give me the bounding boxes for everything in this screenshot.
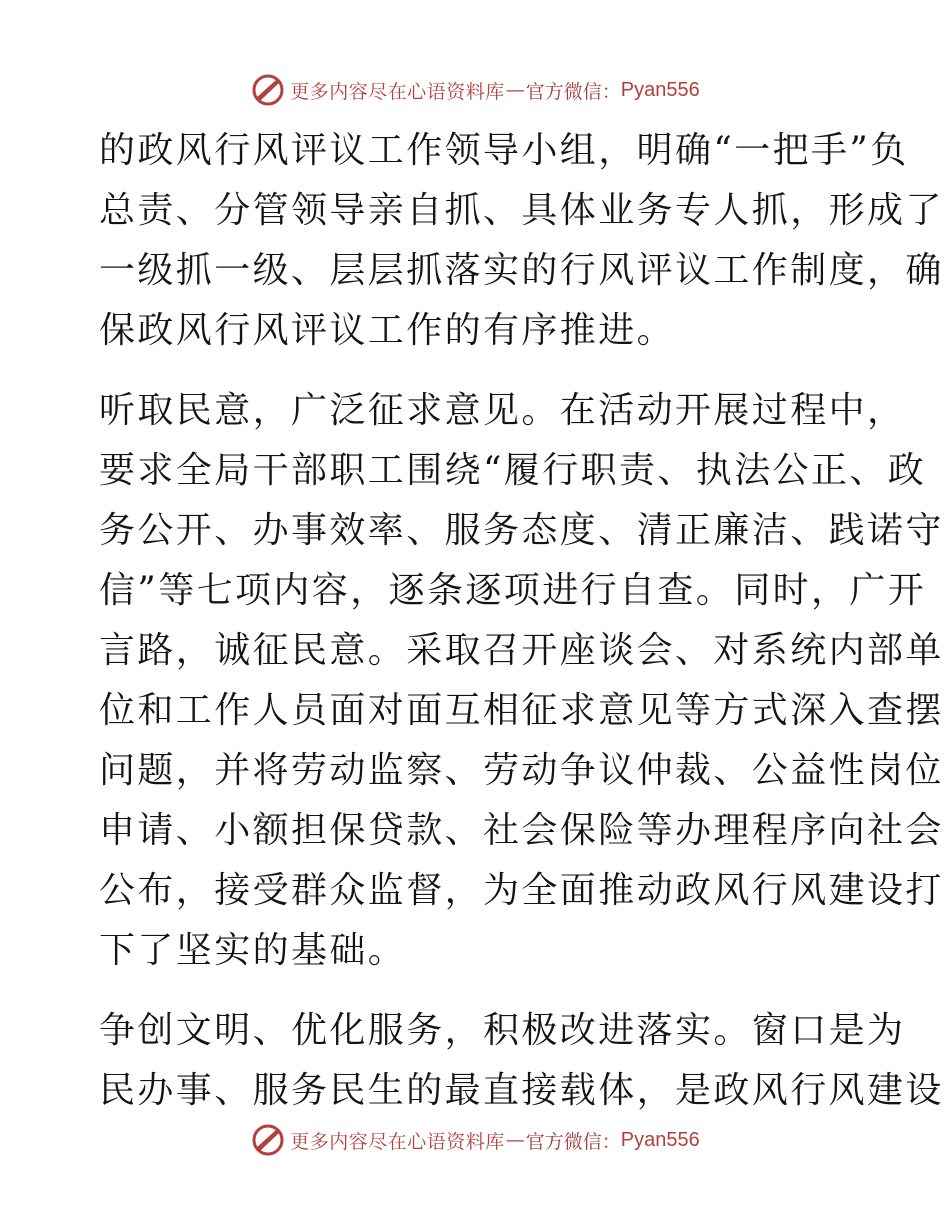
text-line: 总责、分管领导亲自抓、具体业务专人抓，形成了 [99,190,944,231]
banner-separator: — [505,1129,525,1151]
text-line: 公布，接受群众监督，为全面推动政风行风建设打 [99,870,944,911]
banner-text: 更多内容尽在心语资料库 [290,80,505,103]
text-line: 下了坚实的基础。 [99,930,407,971]
header-banner [0,70,950,110]
text-line: 申请、小额担保贷款、社会保险等办理程序向社会 [99,810,944,851]
banner-label: 官方微信： [525,1130,621,1153]
banner-separator: — [505,79,525,101]
text-line: 言路，诚征民意。采取召开座谈会、对系统内部单 [99,630,944,671]
text-line: 听取民意，广泛征求意见。在活动开展过程中， [99,390,906,431]
text-line: 的政风行风评议工作领导小组，明确“一把手”负 [99,130,909,171]
paragraph-2 [99,381,944,981]
logo-pen-icon [250,1122,286,1158]
banner-text: 更多内容尽在心语资料库 [290,1130,505,1153]
text-line: 务公开、办事效率、服务态度、清正廉洁、践诺守 [99,510,944,551]
banner-wechat-id: Pyan556 [620,1128,700,1151]
text-line: 问题，并将劳动监察、劳动争议仲裁、公益性岗位 [99,750,944,791]
text-line: 保政风行风评议工作的有序推进。 [99,310,676,351]
text-line: 要求全局干部职工围绕“履行职责、执法公正、政 [99,450,927,491]
paragraph-3 [99,1001,944,1121]
text-line: 争创文明、优化服务，积极改进落实。窗口是为 [99,1010,906,1051]
banner-label: 官方微信： [525,80,621,103]
footer-banner [0,1120,950,1160]
text-line: 民办事、服务民生的最直接载体，是政风行风建设 [99,1070,944,1111]
logo-pen-icon [250,72,286,108]
paragraph-1 [99,121,944,361]
text-line: 位和工作人员面对面互相征求意见等方式深入查摆 [99,690,944,731]
banner-wechat-id: Pyan556 [620,78,700,101]
document-body [99,121,944,1121]
text-line: 一级抓一级、层层抓落实的行风评议工作制度，确 [99,250,944,291]
text-line: 信”等七项内容，逐条逐项进行自查。同时，广开 [99,570,927,611]
